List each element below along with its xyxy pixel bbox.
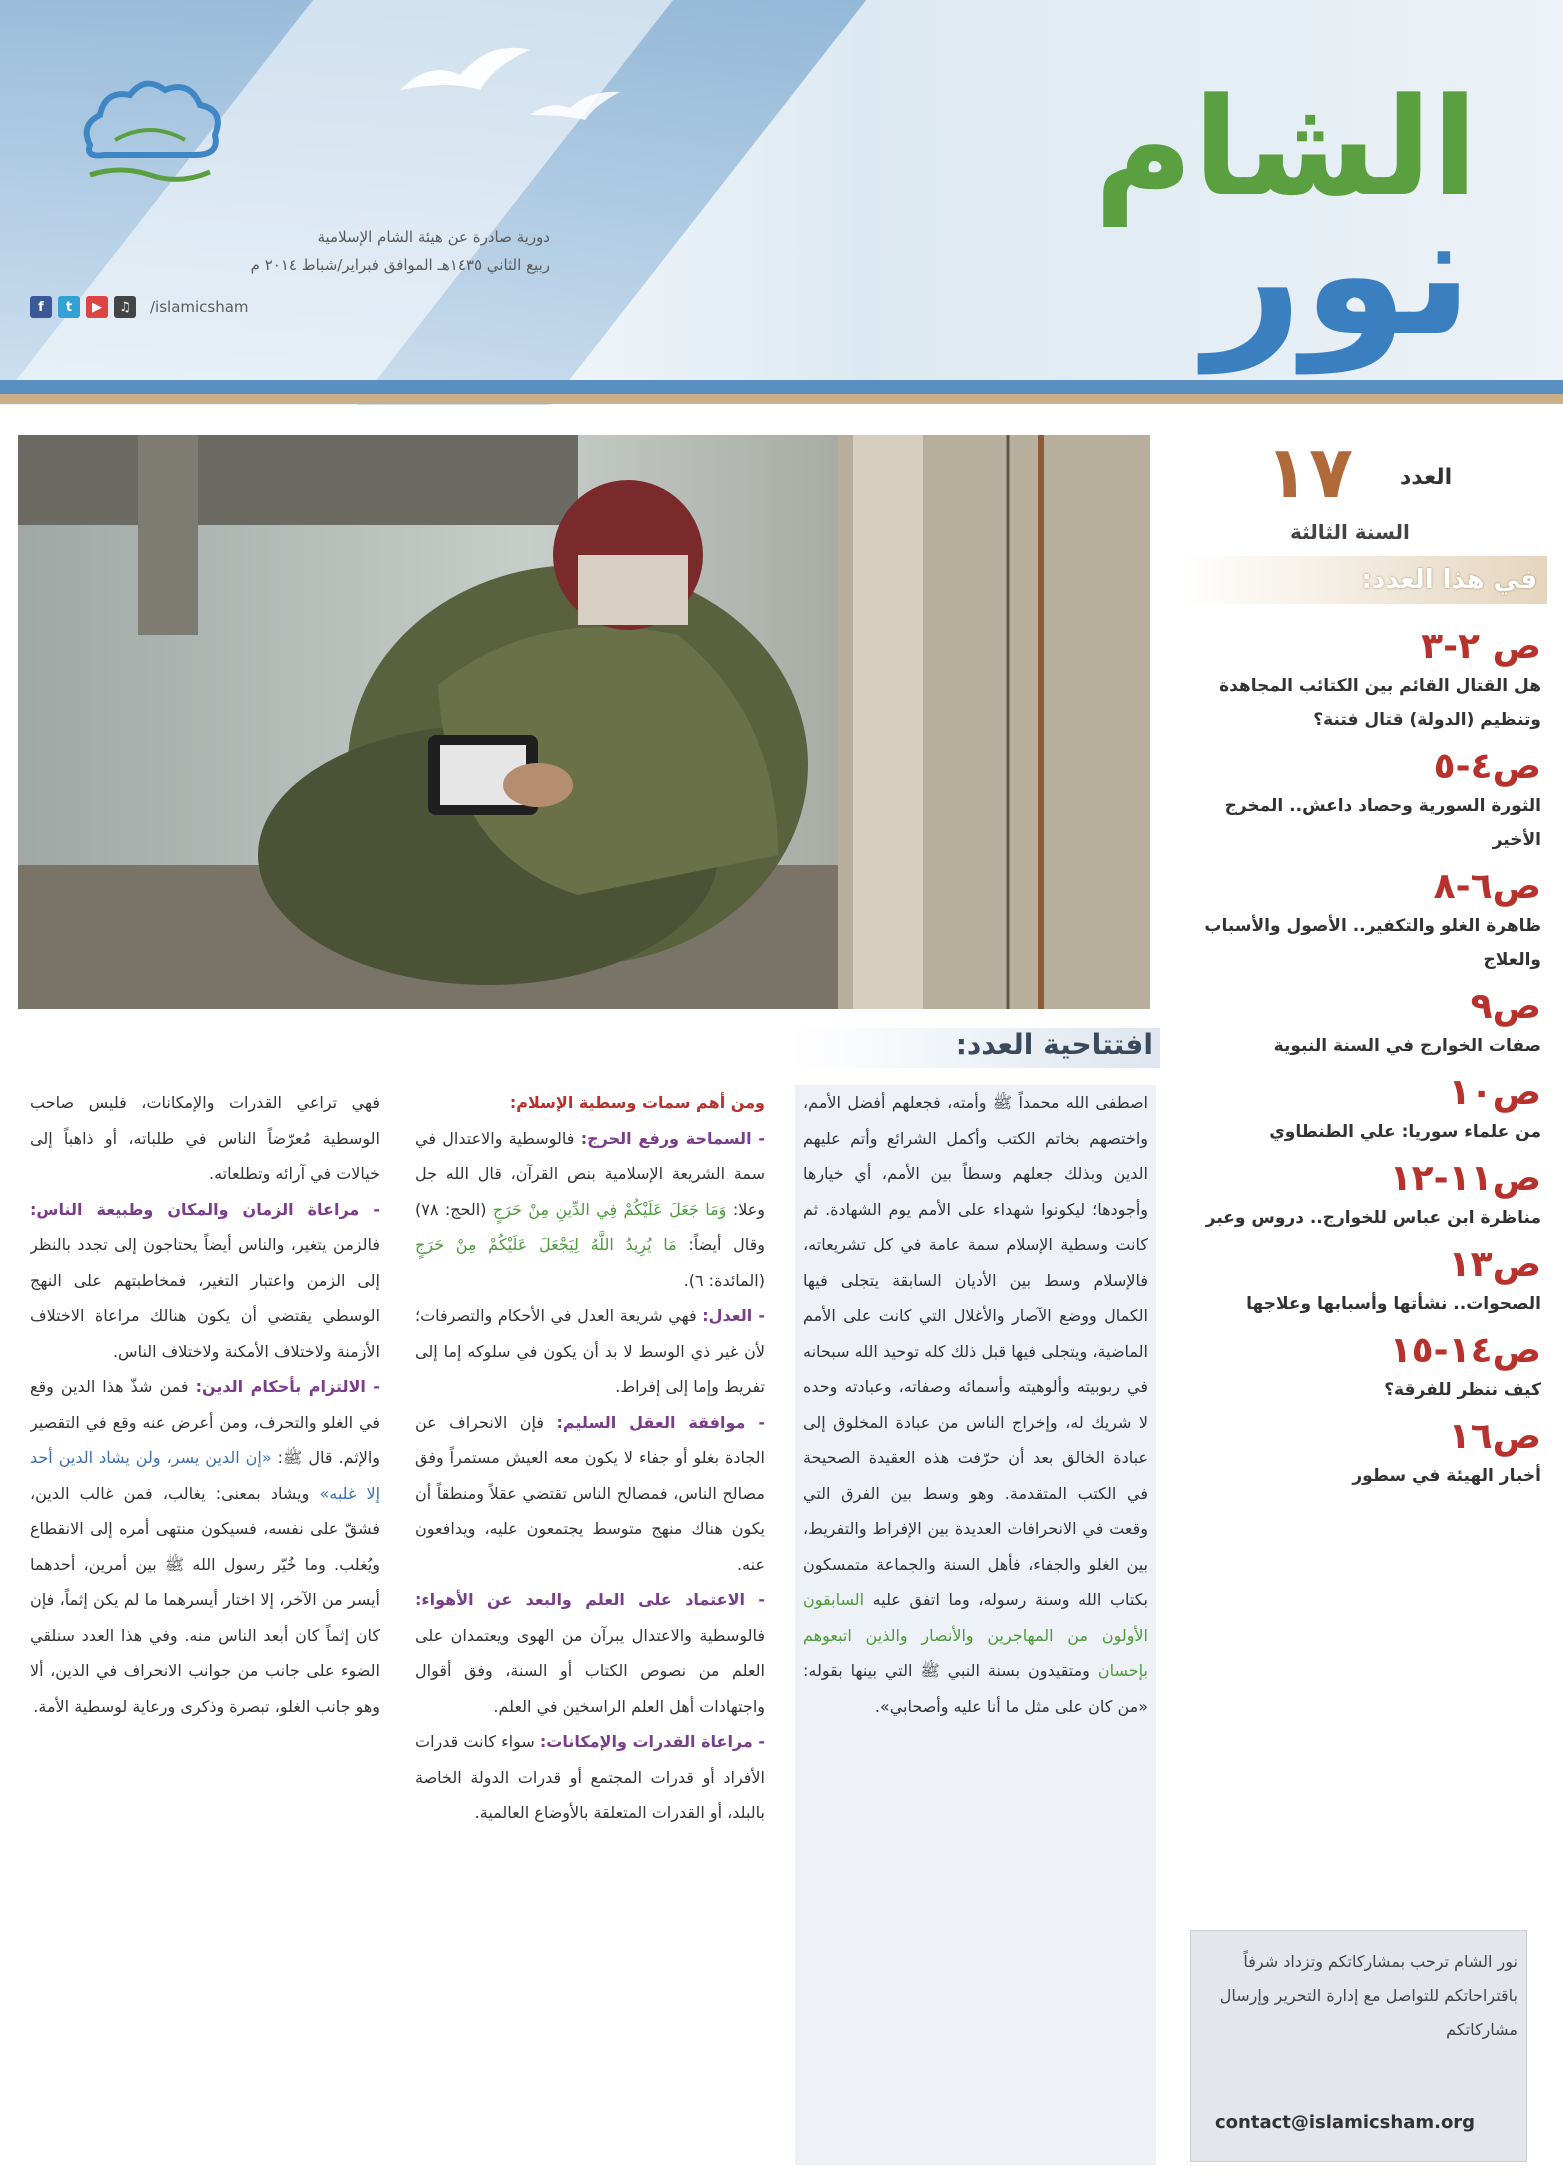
quote-reference: (المائدة: ٦). — [683, 1270, 765, 1290]
editorial-paragraph: فهي شريعة العدل في الأحكام والتصرفات؛ لأن غير ذي الوسط لا بد أن يكون في سلوكه إما إلى تفريط وإما إلى إفراط. — [415, 1306, 765, 1396]
publication-subtitle: دورية صادرة عن هيئة الشام الإسلامية — [317, 228, 550, 246]
cover-photo-fighter-reading — [18, 435, 1150, 1009]
toc-entry[interactable] — [1181, 1243, 1541, 1321]
editorial-paragraph: سواء كانت قدرات الأفراد أو قدرات المجتمع أو قدرات الدولة الخاصة بالبلد، أو القدرات المتعلقة بالأوضاع العالمية. — [415, 1732, 765, 1822]
toc-text: صفات الخوارج في السنة النبوية — [1273, 1036, 1541, 1056]
toc-page: ص١١-١٢ — [1389, 1158, 1541, 1199]
toc-page: ص٩ — [1470, 986, 1541, 1027]
editorial-paragraph: فالوسطية والاعتدال يبرآن من الهوى ويعتمدان على العلم من نصوص الكتاب أو السنة، وفق أقوال واجتهادات أهل العلم الراسخين في العلم. — [415, 1625, 765, 1716]
toc-title: في هذا العدد: — [1361, 565, 1537, 595]
table-of-contents — [1181, 625, 1541, 1501]
issue-year: السنة الثالثة — [1290, 520, 1410, 544]
editorial-paragraph: ويشاد بمعنى: يغالب، فمن غالب الدين، فشقّ على نفسه، فسيكون منتهى أمره إلى الانقطاع ويُغلب. وما خُيّر رسول الله ﷺ بين أمرين، أحدهما أيسر من الآخر، إلا اختار أيسرهما ما لم يكن إثماً، فإن كان إثماً كان أبعد الناس منه. وفي هذا العدد سنلقي الضوء على جانب من جوانب الانحراف في الدين، ألا وهو جانب الغلو، تبصرة وذكرى ورعاية لوسطية الأمة. — [30, 1483, 380, 1716]
toc-entry[interactable] — [1181, 1329, 1541, 1407]
contact-text: نور الشام ترحب بمشاركاتكم وتزداد شرفاً باقتراحاتكم للتواصل مع إدارة التحرير وإرسال مشاركاتكم — [1219, 1952, 1518, 2039]
toc-text: مناظرة ابن عباس للخوارج.. دروس وعبر — [1205, 1208, 1541, 1228]
toc-entry[interactable] — [1181, 1071, 1541, 1149]
editorial-paragraph: فالزمن يتغير، والناس أيضاً يحتاجون إلى تجدد بالنظر إلى الزمن واعتبار التغير، فمخاطبتهم على النهج الوسطي يقتضي أن يكون هنالك مراعاة الاختلاف الأزمنة ولاختلاف الأمكنة ولاختلاف الناس. — [30, 1235, 380, 1361]
editorial-paragraph: فإن الانحراف عن الجادة بغلو أو جفاء لا يكون معه العيش مستمراً وفق مصالح الناس، فمصالح الناس تقتضي عقلاً ومنطقاً أن يكون هناك منهج متوسط يجتمعون عليه، ويدافعون عنه. — [415, 1412, 765, 1574]
toc-entry[interactable] — [1181, 1415, 1541, 1493]
masthead — [0, 0, 1563, 405]
editorial-paragraph: فالوسطية والاعتدال في سمة الشريعة الإسلامية بنص القرآن، قال الله جل وعلا: — [415, 1128, 765, 1219]
toc-text: الصحوات.. نشأتها وأسبابها وعلاجها — [1246, 1294, 1541, 1314]
editorial-paragraph: فمن شذّ هذا الدين وقع في الغلو والتحرف، ومن أعرض عنه وقع في التقصير والإثم. قال ﷺ: — [30, 1377, 380, 1467]
toc-page: ص٤-٥ — [1433, 746, 1541, 787]
editorial-column-3 — [30, 1085, 380, 2165]
masthead-blue-stripe — [0, 380, 1563, 394]
point-heading: - الالتزام بأحكام الدين: — [195, 1377, 380, 1396]
toc-page: ص٦-٨ — [1433, 866, 1541, 907]
point-heading: - الاعتماد على العلم والبعد عن الأهواء: — [415, 1590, 765, 1609]
quran-quote: السابقون الأولون من المهاجرين والأنصار والذين اتبعوهم بإحسان — [803, 1590, 1148, 1680]
point-heading: - السماحة ورفع الحرج: — [580, 1128, 765, 1148]
toc-page: ص١٤-١٥ — [1389, 1330, 1541, 1371]
publication-title-line2: نور — [1204, 176, 1473, 374]
publication-title-line1: الشام — [1094, 69, 1478, 226]
point-heading: - العدل: — [702, 1306, 765, 1325]
toc-entry[interactable] — [1181, 745, 1541, 857]
editorial-column-2 — [415, 1085, 765, 2165]
section-heading: ومن أهم سمات وسطية الإسلام: — [509, 1093, 765, 1112]
toc-entry[interactable] — [1181, 1157, 1541, 1235]
hadith-quote: «إن الدين يسر، ولن يشاد الدين أحد إلا غلبه» — [30, 1448, 380, 1503]
masthead-gold-stripe — [0, 394, 1563, 404]
twitter-icon[interactable]: t — [58, 296, 80, 318]
toc-text: هل القتال القائم بين الكتائب المجاهدة وتنظيم (الدولة) قتال فتنة؟ — [1219, 676, 1541, 730]
toc-text: كيف ننظر للفرقة؟ — [1384, 1380, 1541, 1400]
youtube-icon[interactable]: ▶ — [86, 296, 108, 318]
editorial-paragraph: اصطفى الله محمداً ﷺ وأمته، فجعلهم أفضل الأمم، واختصهم بخاتم الكتب وأكمل الشرائع وأتم عليهم الدين وبذلك جعلهم وسطاً بين الأمم، أي خيارها وأجودها؛ ليكونوا شهداء على الأمم يوم الشهادة. ثم كانت وسطية الإسلام سمة عامة في كل تشريعاته، فالإسلام وسط بين الأديان السابقة يتجلى فيها الكمال ووضع الآصار والأغلال التي كانت على الأمم الماضية، ويتجلى فيها قبل ذلك كله توحيد الله سبحانه في ربوبيته وألوهيته وأسمائه وصفاته، وعبادته وحده لا شريك له، وإخراج الناس من عبادة المخلوق إلى عبادة الخالق بعد أن حرّفت هذه العقيدة الصحيحة في الكتب المتقدمة. وهو وسط بين الفرق التي وقعت في الانحرافات العديدة بين الإفراط والتفريط، بين الغلو والجفاء، فأهل السنة والجماعة متمسكون بكتاب الله وسنة رسوله، وما اتفق عليه — [803, 1093, 1149, 1609]
publication-date: ربيع الثاني ١٤٣٥هـ الموافق فبراير/شباط ٢٠١٤ م — [250, 256, 550, 274]
issue-label: العدد — [1400, 465, 1453, 490]
toc-entry[interactable] — [1181, 865, 1541, 977]
doves-decoration-icon — [380, 20, 640, 150]
editorial-heading: افتتاحية العدد: — [955, 1028, 1153, 1061]
quran-quote: مَا يُرِيدُ اللَّهُ لِيَجْعَلَ عَلَيْكُمْ مِنْ حَرَجٍ — [415, 1235, 677, 1254]
editorial-paragraph: فهي تراعي القدرات والإمكانات، فليس صاحب الوسطية مُعرّضاً الناس في طلباته، أو ذاهباً إلى خيالات في آرائه وتطلعاته. — [30, 1093, 380, 1183]
point-heading: - مراعاة القدرات والإمكانات: — [539, 1732, 765, 1751]
quran-quote: وَمَا جَعَلَ عَلَيْكُمْ فِي الدِّينِ مِنْ حَرَجٍ — [492, 1199, 727, 1219]
contact-email-link[interactable]: contact@islamicsham.org — [1215, 2112, 1476, 2133]
toc-entry[interactable] — [1181, 625, 1541, 737]
toc-page: ص١٦ — [1448, 1416, 1541, 1457]
facebook-icon[interactable]: f — [30, 296, 52, 318]
editorial-column-1 — [795, 1085, 1156, 2165]
editorial-paragraph: ومتقيدون بسنة النبي ﷺ التي بينها بقوله: «من كان على مثل ما أنا عليه وأصحابي». — [803, 1661, 1148, 1716]
toc-page: ص١٠ — [1448, 1072, 1541, 1113]
social-handle[interactable]: /islamicsham — [150, 298, 249, 316]
soundcloud-icon[interactable]: ♫ — [114, 296, 136, 318]
toc-text: من علماء سوريا: علي الطنطاوي — [1269, 1122, 1541, 1142]
quote-reference: (الحج: ٧٨) وقال أيضاً: — [415, 1199, 765, 1254]
toc-page: ص١٣ — [1448, 1244, 1541, 1285]
social-links — [30, 296, 249, 318]
islamic-sham-logo-icon — [60, 70, 240, 200]
toc-entry[interactable] — [1181, 985, 1541, 1063]
toc-page: ص ٢-٣ — [1421, 626, 1541, 667]
issue-number: ١٧ — [1265, 430, 1353, 514]
point-heading: - موافقة العقل السليم: — [556, 1412, 765, 1432]
toc-text: أخبار الهيئة في سطور — [1352, 1466, 1541, 1486]
point-heading: - مراعاة الزمان والمكان وطبيعة الناس: — [30, 1199, 380, 1219]
toc-text: الثورة السورية وحصاد داعش.. المخرج الأخير — [1224, 796, 1541, 850]
toc-text: ظاهرة الغلو والتكفير.. الأصول والأسباب والعلاج — [1204, 916, 1541, 970]
